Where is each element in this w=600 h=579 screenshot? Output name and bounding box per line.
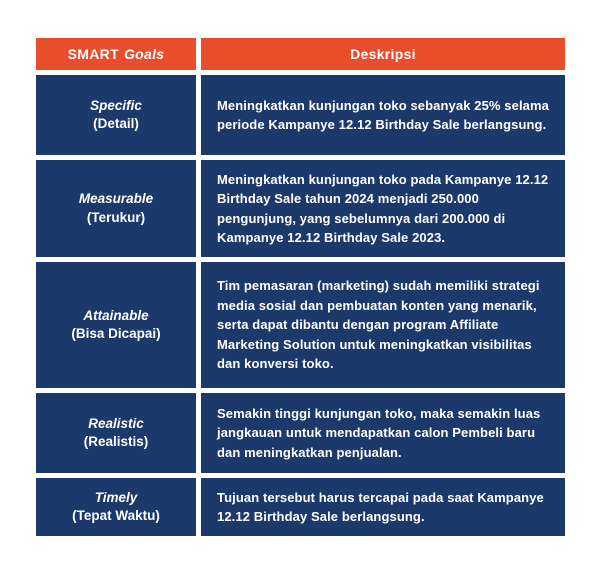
desc-cell-timely <box>201 478 565 536</box>
goal-cell-realistic <box>36 393 196 473</box>
smart-goals-table <box>36 38 565 536</box>
goal-sublabel: (Tepat Waktu) <box>72 508 160 523</box>
goal-cell-timely <box>36 478 196 536</box>
goal-sublabel: (Bisa Dicapai) <box>71 326 161 341</box>
desc-text: Tim pemasaran (marketing) sudah memiliki strategi media sosial dan pembuatan konten yang menarik, serta dapat dibantu dengan program Affiliate Marketing Solution untuk meningkatkan visibilitas dan konversi toko. <box>217 278 540 372</box>
goal-sublabel: (Realistis) <box>83 434 149 449</box>
goal-label: Measurable <box>78 191 154 207</box>
goal-label: Specific <box>90 97 142 113</box>
desc-cell-measurable <box>201 160 565 257</box>
header-cell-deskripsi <box>201 38 565 70</box>
goal-cell-attainable <box>36 262 196 388</box>
goal-cell-specific <box>36 75 196 155</box>
desc-text: Tujuan tersebut harus tercapai pada saat Kampanye 12.12 Birthday Sale berlangsung. <box>217 489 544 524</box>
header-deskripsi-text: Deskripsi <box>350 46 416 62</box>
desc-text: Meningkatkan kunjungan toko pada Kampanye 12.12 Birthday Sale tahun 2024 menjadi 250.000 pengunjung, yang sebelumnya dari 200.000 di Kampanye 12.12 Birthday Sale 2023. <box>217 171 549 245</box>
desc-cell-specific <box>201 75 565 155</box>
goal-label: Timely <box>94 489 138 505</box>
desc-text: Meningkatkan kunjungan toko sebanyak 25% selama periode Kampanye 12.12 Birthday Sale berlangsung. <box>217 97 549 132</box>
desc-text: Semakin tinggi kunjungan toko, maka semakin luas jangkauan untuk mendapatkan calon Pembeli baru dan meningkatkan penjualan. <box>217 405 541 460</box>
goal-label: Attainable <box>83 307 149 323</box>
header-smart-text: SMART <box>67 46 119 62</box>
desc-cell-attainable <box>201 262 565 388</box>
header-cell-smart-goals <box>36 38 196 70</box>
goal-label: Realistic <box>88 415 144 431</box>
header-goals-text: Goals <box>123 46 165 62</box>
desc-cell-realistic <box>201 393 565 473</box>
goal-sublabel: (Terukur) <box>86 209 146 225</box>
goal-sublabel: (Detail) <box>93 116 139 131</box>
goal-cell-measurable <box>36 160 196 257</box>
